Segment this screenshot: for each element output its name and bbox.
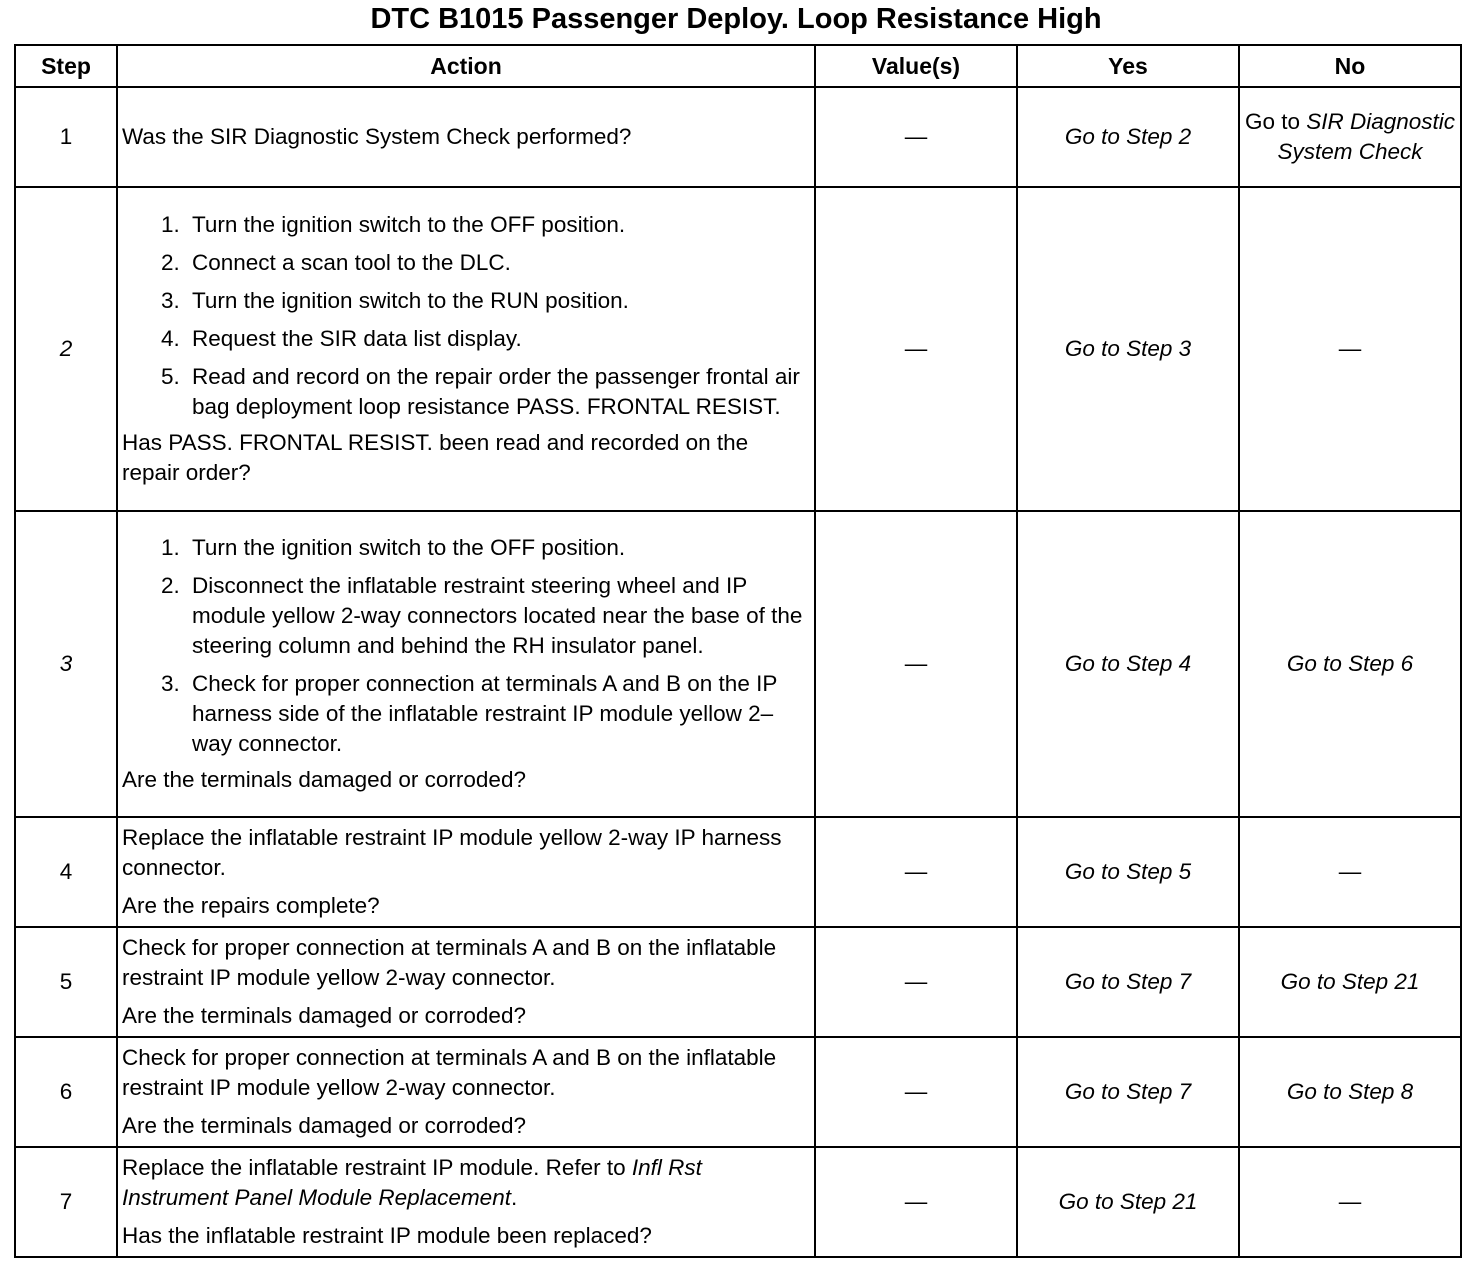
action-text — [122, 1153, 810, 1213]
step-number: 7 — [15, 1147, 117, 1257]
value-cell: — — [815, 511, 1017, 817]
action-list-item: 2. Connect a scan tool to the DLC. — [186, 248, 810, 278]
action-cell — [117, 817, 815, 927]
header-values: Value(s) — [815, 45, 1017, 87]
action-cell — [117, 1037, 815, 1147]
action-cell — [117, 927, 815, 1037]
action-text: Replace the inflatable restraint IP module yellow 2-way IP harness connector. — [122, 825, 782, 880]
action-question: Has PASS. FRONTAL RESIST. been read and recorded on the repair order? — [122, 430, 749, 485]
value-cell: — — [815, 927, 1017, 1037]
table-row-step-7 — [15, 1147, 1461, 1257]
step-number: 6 — [15, 1037, 117, 1147]
diagnostic-table — [14, 44, 1462, 1258]
table-row-step-1 — [15, 87, 1461, 187]
action-cell — [117, 87, 815, 187]
action-text-prefix: Replace the inflatable restraint IP module. Refer to — [122, 1155, 626, 1180]
action-cell — [117, 1147, 815, 1257]
header-no: No — [1239, 45, 1461, 87]
action-list-item: 5. Read and record on the repair order the passenger frontal air bag deployment loop resistance PASS. FRONTAL RESIST. — [186, 362, 810, 422]
value-cell: — — [815, 187, 1017, 511]
yes-cell: Go to Step 5 — [1017, 817, 1239, 927]
yes-cell: Go to Step 21 — [1017, 1147, 1239, 1257]
step-number: 2 — [15, 187, 117, 511]
action-text-suffix: . — [510, 1185, 518, 1210]
replacement-procedure-link: Infl Rst Instrument Panel Module Replacement — [122, 1155, 702, 1210]
yes-cell: Go to Step 7 — [1017, 1037, 1239, 1147]
no-prefix: Go to — [1244, 109, 1300, 134]
header-yes: Yes — [1017, 45, 1239, 87]
table-row-step-2 — [15, 187, 1461, 511]
action-list — [122, 210, 810, 422]
no-cell: — — [1239, 187, 1461, 511]
action-question: Are the repairs complete? — [122, 893, 380, 918]
action-question: Was the SIR Diagnostic System Check performed? — [122, 124, 632, 149]
table-row-step-5 — [15, 927, 1461, 1037]
action-list-item: 3. Turn the ignition switch to the RUN position. — [186, 286, 810, 316]
step-number: 3 — [15, 511, 117, 817]
action-list-item: 1. Turn the ignition switch to the OFF position. — [186, 533, 810, 563]
sir-diagnostic-link: SIR Diagnostic System Check — [1277, 109, 1456, 164]
header-step: Step — [15, 45, 117, 87]
action-list-item: 2. Disconnect the inflatable restraint steering wheel and IP module yellow 2-way connectors located near the base of the steering column and behind the RH insulator panel. — [186, 571, 810, 661]
no-cell: — — [1239, 1147, 1461, 1257]
action-question: Are the terminals damaged or corroded? — [122, 1113, 526, 1138]
action-question: Are the terminals damaged or corroded? — [122, 1003, 526, 1028]
action-list-item: 4. Request the SIR data list display. — [186, 324, 810, 354]
value-cell: — — [815, 87, 1017, 187]
action-cell — [117, 187, 815, 511]
action-question: Are the terminals damaged or corroded? — [122, 767, 526, 792]
action-list — [122, 533, 810, 759]
yes-cell: Go to Step 2 — [1017, 87, 1239, 187]
page-title: DTC B1015 Passenger Deploy. Loop Resistance High — [370, 3, 1102, 35]
yes-cell: Go to Step 3 — [1017, 187, 1239, 511]
step-number: 1 — [15, 87, 117, 187]
action-text: Check for proper connection at terminals A and B on the inflatable restraint IP module yellow 2-way connector. — [122, 1045, 777, 1100]
table-row-step-6 — [15, 1037, 1461, 1147]
table-row-step-3 — [15, 511, 1461, 817]
action-list-item: 3. Check for proper connection at terminals A and B on the IP harness side of the inflatable restraint IP module yellow 2–way connector. — [186, 669, 810, 759]
value-cell: — — [815, 1147, 1017, 1257]
header-action: Action — [117, 45, 815, 87]
table-header-row — [15, 45, 1461, 87]
yes-cell: Go to Step 4 — [1017, 511, 1239, 817]
yes-cell: Go to Step 7 — [1017, 927, 1239, 1037]
value-cell: — — [815, 1037, 1017, 1147]
no-cell: Go to Step 6 — [1239, 511, 1461, 817]
step-number: 5 — [15, 927, 117, 1037]
action-list-item: 1. Turn the ignition switch to the OFF position. — [186, 210, 810, 240]
no-cell: Go to Step 8 — [1239, 1037, 1461, 1147]
table-row-step-4 — [15, 817, 1461, 927]
action-text: Check for proper connection at terminals A and B on the inflatable restraint IP module yellow 2-way connector. — [122, 935, 777, 990]
action-question: Has the inflatable restraint IP module been replaced? — [122, 1223, 652, 1248]
action-cell — [117, 511, 815, 817]
no-cell: Go to Step 21 — [1239, 927, 1461, 1037]
no-cell — [1239, 87, 1461, 187]
step-number: 4 — [15, 817, 117, 927]
value-cell: — — [815, 817, 1017, 927]
no-cell: — — [1239, 817, 1461, 927]
